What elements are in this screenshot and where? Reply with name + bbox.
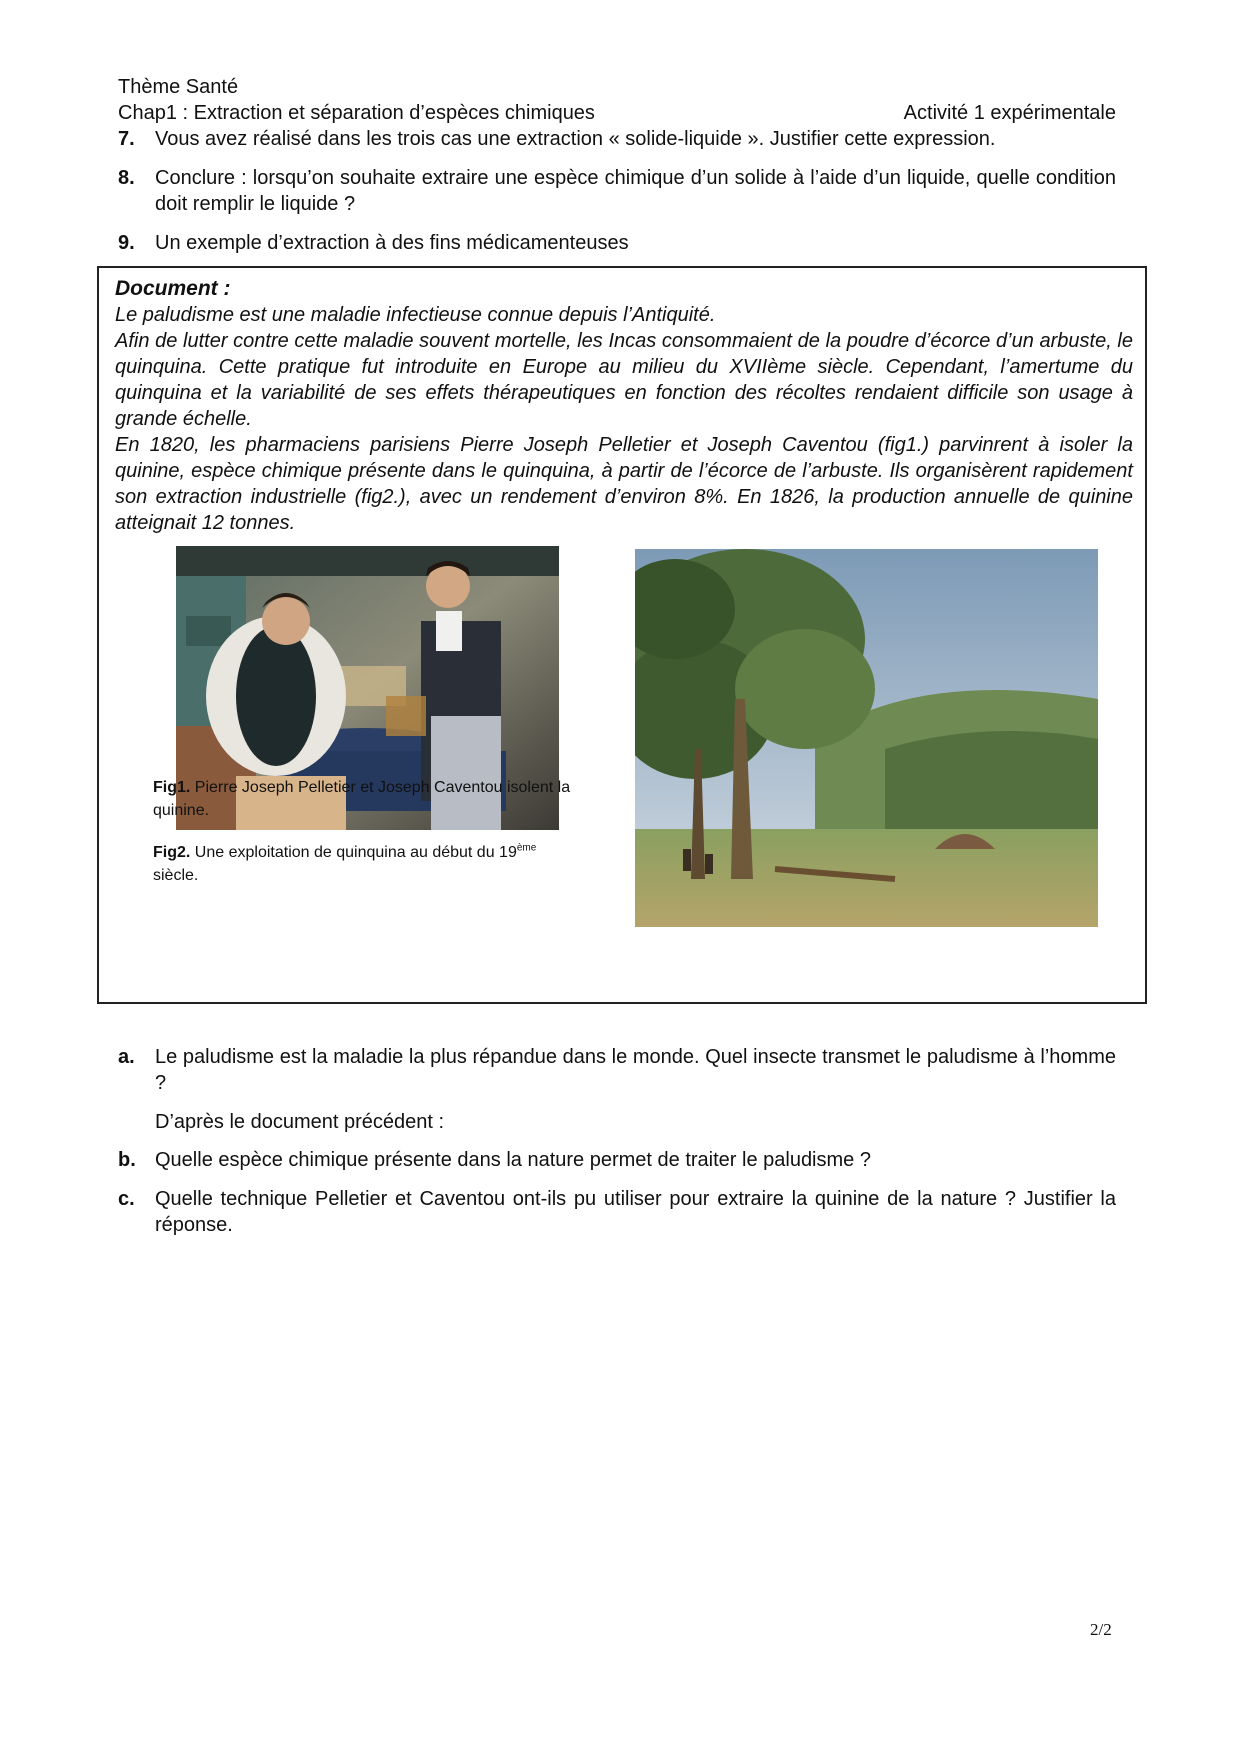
subquestion-letter: c. — [118, 1188, 135, 1210]
document-title: Document : — [115, 277, 231, 300]
fig2-caption-end: siècle. — [153, 867, 199, 884]
subquestion-letter: a. — [118, 1046, 135, 1068]
question-7 — [118, 126, 1116, 152]
theme-title: Thème Santé — [118, 76, 239, 98]
question-number: 9. — [118, 232, 135, 254]
question-8 — [118, 165, 1116, 217]
fig1-caption-text: Pierre Joseph Pelletier et Joseph Caventou isolent la quinine. — [153, 779, 571, 819]
fig2-caption — [153, 841, 573, 887]
subquestion-letter: b. — [118, 1149, 136, 1171]
document-text — [115, 276, 1133, 536]
page-header — [118, 74, 1116, 126]
question-text: Un exemple d’extraction à des fins médicamenteuses — [155, 232, 629, 254]
subquestion-text: Quelle technique Pelletier et Caventou ont-ils pu utiliser pour extraire la quinine de la nature ? Justifier la réponse. — [155, 1188, 1116, 1236]
subquestion-c — [118, 1186, 1116, 1238]
question-number: 7. — [118, 128, 135, 150]
question-text: Vous avez réalisé dans les trois cas une extraction « solide-liquide ». Justifier cette expression. — [155, 128, 996, 150]
question-9 — [118, 230, 1116, 256]
quinquina-plantation-image — [635, 549, 1098, 927]
activity-label: Activité 1 expérimentale — [903, 102, 1116, 124]
subquestion-b — [118, 1147, 1116, 1173]
subquestion-text: Le paludisme est la maladie la plus répandue dans le monde. Quel insecte transmet le paludisme à l’homme ? — [155, 1046, 1116, 1094]
fig2-caption-text: Une exploitation de quinquina au début du 19 — [194, 844, 517, 861]
question-number: 8. — [118, 167, 135, 189]
chapter-row — [118, 100, 1116, 126]
page-number: 2/2 — [1090, 1620, 1112, 1639]
fig2-label: Fig2. — [153, 844, 191, 861]
question-text: Conclure : lorsqu’on souhaite extraire une espèce chimique d’un solide à l’aide d’un liquide, quelle condition doit remplir le liquide ? — [155, 167, 1116, 215]
subquestion-a — [118, 1044, 1116, 1096]
document-box — [97, 266, 1147, 1004]
document-paragraph: Afin de lutter contre cette maladie souvent mortelle, les Incas consommaient de la poudre d’écorce d’un arbuste, le quinquina. Cette pratique fut introduite en Europe au milieu du XVIIème siècle. Cependant, l’amertume du quinquina et la variabilité de ses effets thérapeutiques en fonction des récoltes rendaient difficile son usage à grande échelle. — [115, 330, 1133, 430]
subquestion-intro: D’après le document précédent : — [155, 1111, 445, 1133]
fig2-engraving — [635, 549, 1098, 927]
chapter-title: Chap1 : Extraction et séparation d’espèces chimiques — [118, 102, 595, 124]
document-paragraph: Le paludisme est une maladie infectieuse connue depuis l’Antiquité. — [115, 304, 716, 326]
fig1-caption — [153, 776, 573, 822]
fig2-caption-sup: ème — [516, 842, 537, 854]
fig1-label: Fig1. — [153, 779, 191, 796]
document-paragraph: En 1820, les pharmaciens parisiens Pierre Joseph Pelletier et Joseph Caventou (fig1.) parvinrent à isoler la quinine, espèce chimique présente dans le quinquina, à partir de l’écorce de l’arbuste. Ils organisèrent rapidement son extraction industrielle (fig2.), avec un rendement d’environ 8%. En 1826, la production annuelle de quinine atteignait 12 tonnes. — [115, 434, 1133, 534]
subquestion-text: Quelle espèce chimique présente dans la nature permet de traiter le paludisme ? — [155, 1149, 871, 1171]
